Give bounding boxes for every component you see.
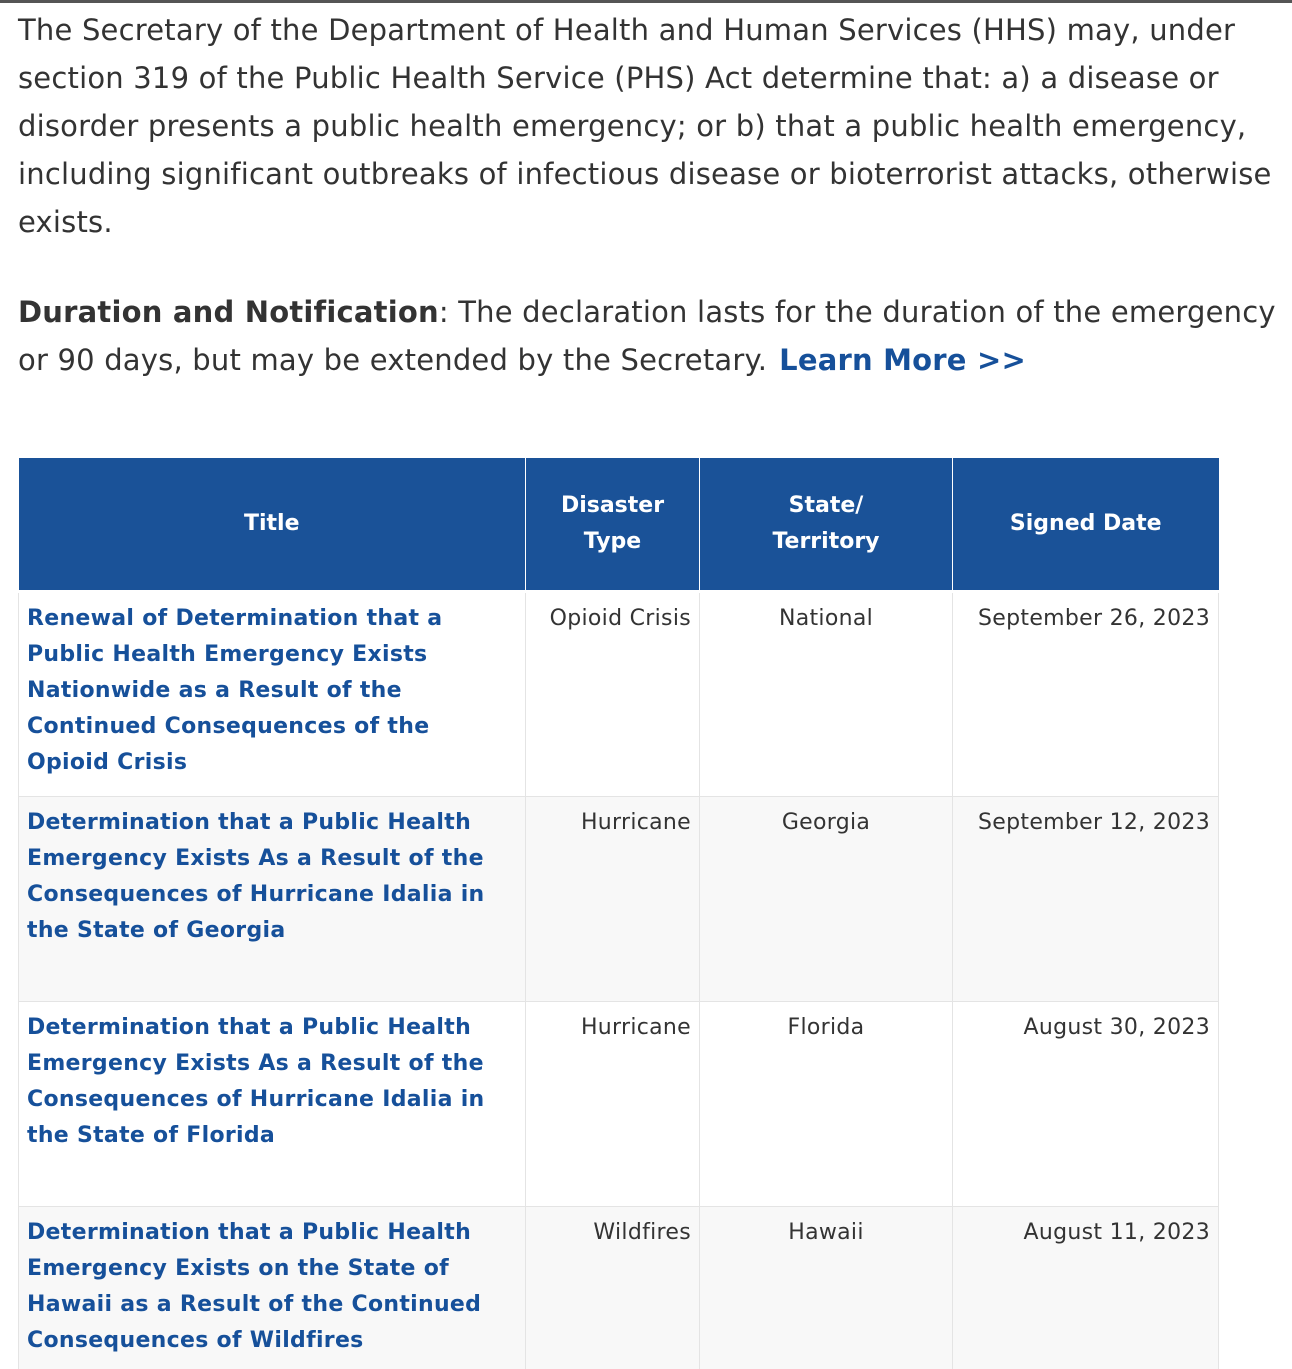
row-signed-date: September 12, 2023 (953, 796, 1219, 1001)
row-title-cell (19, 591, 526, 796)
header-disaster-type: Disaster Type (526, 458, 700, 591)
row-signed-date: August 11, 2023 (953, 1206, 1219, 1369)
header-state-territory: State/ Territory (700, 458, 953, 591)
row-title-link[interactable]: Renewal of Determination that a Public Health Emergency Exists Nationwide as a Result of the Continued Consequences of the Opioid Crisis (27, 605, 443, 775)
table-header-row (19, 458, 1219, 591)
header-signed-date: Signed Date (953, 458, 1219, 591)
table-row (19, 1206, 1219, 1369)
row-disaster-type: Opioid Crisis (526, 591, 700, 796)
row-state: National (700, 591, 953, 796)
row-title-cell (19, 1001, 526, 1206)
table-row (19, 591, 1219, 796)
declarations-table (18, 458, 1219, 1369)
row-signed-date: September 26, 2023 (953, 591, 1219, 796)
header-title: Title (19, 458, 526, 591)
row-title-link[interactable]: Determination that a Public Health Emergency Exists As a Result of the Consequences of Hurricane Idalia in the State of Georgia (27, 809, 485, 943)
top-divider (0, 0, 1292, 3)
row-signed-date: August 30, 2023 (953, 1001, 1219, 1206)
row-disaster-type: Hurricane (526, 796, 700, 1001)
row-title-cell (19, 1206, 526, 1369)
row-state: Georgia (700, 796, 953, 1001)
intro-paragraph: The Secretary of the Department of Health and Human Services (HHS) may, under section 319 of the Public Health Service (PHS) Act determine that: a) a disease or disorder presents a public health emergency; or b) that a public health emergency, including significant outbreaks of infectious disease or bioterrorist attacks, otherwise exists. (18, 13, 1272, 239)
row-title-link[interactable]: Determination that a Public Health Emergency Exists As a Result of the Consequences of Hurricane Idalia in the State of Florida (27, 1014, 485, 1148)
row-state: Florida (700, 1001, 953, 1206)
table-row (19, 796, 1219, 1001)
row-disaster-type: Hurricane (526, 1001, 700, 1206)
duration-text: : The declaration lasts for the duration of the emergency or 90 days, but may be extended by the Secretary. (18, 295, 1276, 377)
row-disaster-type: Wildfires (526, 1206, 700, 1369)
row-title-link[interactable]: Determination that a Public Health Emergency Exists on the State of Hawaii as a Result of the Continued Consequences of Wildfires (27, 1219, 482, 1353)
duration-paragraph (18, 288, 1278, 384)
row-state: Hawaii (700, 1206, 953, 1369)
duration-label: Duration and Notification (18, 295, 439, 329)
row-title-cell (19, 796, 526, 1001)
table-row (19, 1001, 1219, 1206)
learn-more-link[interactable]: Learn More >> (779, 343, 1026, 377)
